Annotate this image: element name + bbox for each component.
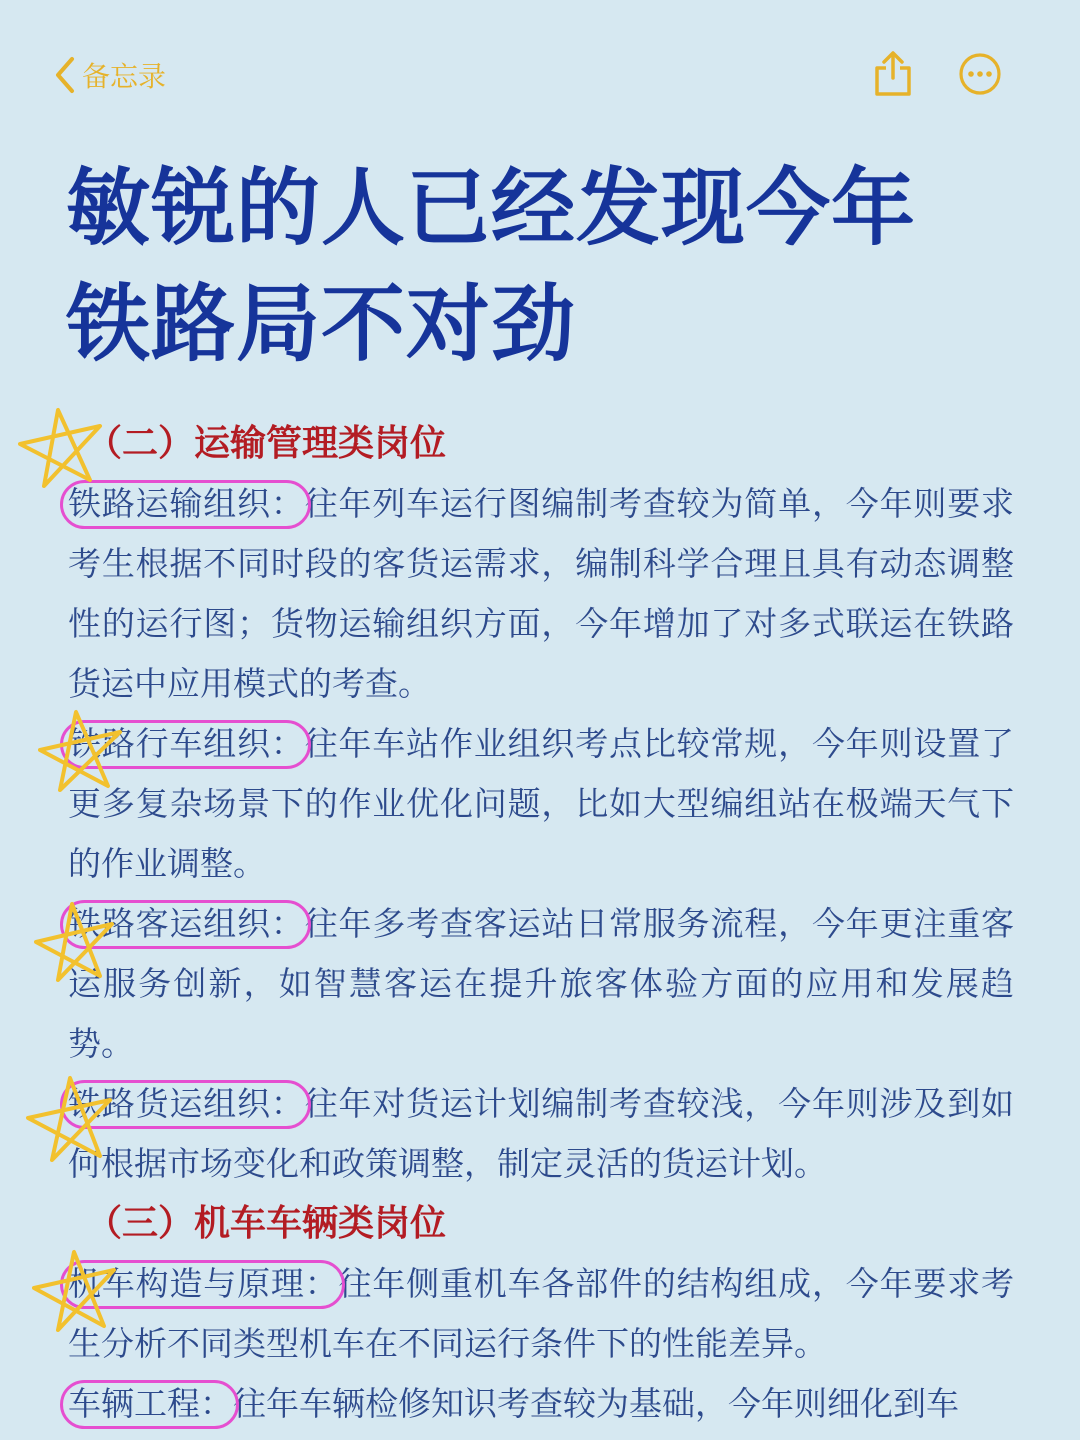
- list-item: [68, 714, 1014, 894]
- item-text: 往年对货运计划编制考查较浅，今年则涉及到如何根据市场变化和政策调整，制定灵活的货运计划。: [68, 1084, 1015, 1183]
- item-text: 往年车辆检修知识考查较为基础，今年则细化到车: [233, 1384, 959, 1423]
- chevron-left-icon: [52, 55, 78, 95]
- term-highlight: [68, 1264, 339, 1303]
- term-label: 铁路客运组织：: [68, 904, 305, 943]
- list-item: [68, 474, 1014, 714]
- note-body: [68, 414, 1014, 1434]
- term-highlight: [68, 484, 305, 523]
- item-text: 往年侧重机车各部件的结构组成，今年要求考生分析不同类型机车在不同运行条件下的性能差异。: [68, 1264, 1015, 1363]
- term-label: 铁路货运组织：: [68, 1084, 305, 1123]
- section-heading-rolling-stock: （三）机车车辆类岗位: [86, 1203, 447, 1244]
- share-icon[interactable]: [872, 50, 914, 98]
- term-highlight: [68, 1384, 233, 1423]
- term-label: 铁路运输组织：: [68, 484, 305, 523]
- term-highlight: [68, 904, 305, 943]
- list-item: [68, 1074, 1014, 1194]
- list-item: [68, 1374, 1014, 1434]
- title-line-1: 敏锐的人已经发现今年: [66, 159, 917, 257]
- item-text: 往年多考查客运站日常服务流程，今年更注重客运服务创新，如智慧客运在提升旅客体验方面的应用和发展趋势。: [68, 904, 1015, 1063]
- term-highlight: [68, 724, 305, 763]
- list-item: [68, 1254, 1014, 1374]
- term-label: 机车构造与原理：: [68, 1264, 339, 1303]
- top-navigation-bar: [0, 0, 1080, 140]
- item-text: 往年车站作业组织考点比较常规，今年则设置了更多复杂场景下的作业优化问题，比如大型编组站在极端天气下的作业调整。: [68, 724, 1015, 883]
- term-label: 车辆工程：: [68, 1384, 233, 1423]
- section-heading-transport: （二）运输管理类岗位: [86, 423, 447, 464]
- term-highlight: [68, 1084, 305, 1123]
- note-title: [66, 150, 1026, 382]
- back-button[interactable]: [52, 52, 166, 98]
- more-icon[interactable]: [958, 52, 1002, 96]
- title-line-2: 铁路局不对劲: [66, 275, 577, 373]
- term-label: 铁路行车组织：: [68, 724, 305, 763]
- list-item: [68, 894, 1014, 1074]
- back-label: 备忘录: [82, 60, 167, 93]
- item-text: 往年列车运行图编制考查较为简单，今年则要求考生根据不同时段的客货运需求，编制科学合理且具有动态调整性的运行图；货物运输组织方面，今年增加了对多式联运在铁路货运中应用模式的考查。: [68, 484, 1015, 703]
